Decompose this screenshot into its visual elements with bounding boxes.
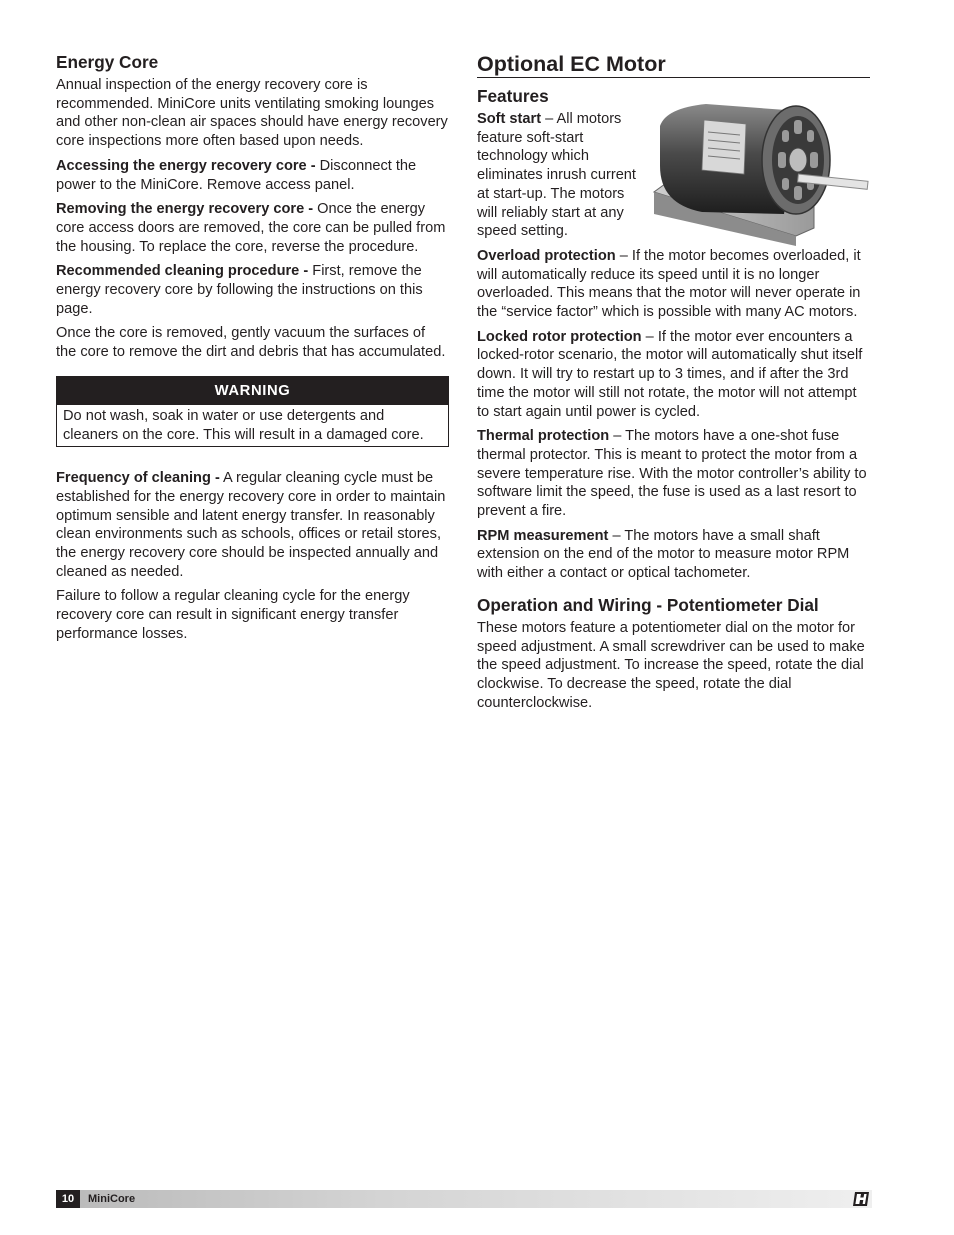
energy-core-intro: Annual inspection of the energy recovery core is recommended. MiniCore units ventilating smoking lounges and other non-clean air spaces should have energy recovery core inspections more often based upon needs. (56, 77, 448, 150)
frequency-label: Frequency of cleaning - (56, 470, 220, 487)
thermal-text: – The motors have a one-shot fuse thermal protector. This is meant to protect the motor from a severe temperature rise. With the motor controller’s ability to software limit the speed, the fuse is used as a last resort to prevent a fire. (477, 428, 867, 520)
operation-heading: Operation and Wiring - Potentiometer Dial (477, 594, 819, 615)
thermal-label: Thermal protection (477, 428, 610, 445)
locked-rotor-paragraph (477, 328, 870, 422)
rpm-text: – The motors have a small shaft extension on the end of the motor to measure motor RPM with either a contact or optical tachometer. (477, 527, 850, 582)
rpm-paragraph (477, 527, 870, 583)
page-footer (56, 1190, 872, 1208)
right-column (477, 52, 870, 718)
removing-paragraph (56, 200, 449, 256)
accessing-text: Disconnect the power to the MiniCore. Remove access panel. (56, 157, 417, 193)
rpm-label: RPM measurement (477, 527, 609, 544)
accessing-label: Accessing the energy recovery core - (56, 157, 316, 174)
cleaning-label: Recommended cleaning procedure - (56, 263, 309, 280)
warning-title: WARNING (57, 377, 448, 405)
accessing-paragraph (56, 157, 449, 194)
product-name: MiniCore (88, 1193, 136, 1205)
cleaning-text: First, remove the energy recovery core by following the instructions on this page. (56, 263, 423, 317)
frequency-text: A regular cleaning cycle must be established for the energy recovery core in order to maintain optimum sensible and latent energy transfer. In reasonably clean environments such as schools, offices or retail stores, the energy recovery core should be inspected annually and cleaned as needed. (56, 470, 446, 580)
operation-paragraph: These motors feature a potentiometer dial on the motor for speed adjustment. A small screwdriver can be used to make the speed adjustment. To increase the speed, rotate the dial clockwise. To decrease the speed, rotate the dial counterclockwise. (477, 619, 865, 711)
failure-paragraph: Failure to follow a regular cleaning cycle for the energy recovery core can result in significant energy transfer performance losses. (56, 588, 410, 642)
section-title: Optional EC Motor (477, 52, 870, 78)
removing-label: Removing the energy recovery core - (56, 201, 314, 218)
frequency-paragraph (56, 469, 449, 581)
cleaning-paragraph (56, 262, 449, 318)
overload-label: Overload protection (477, 247, 616, 264)
greenheck-logo-icon (852, 1191, 870, 1207)
features-block (477, 110, 870, 583)
vacuum-paragraph: Once the core is removed, gently vacuum the surfaces of the core to remove the dirt and debris that has accumulated. (56, 325, 446, 361)
removing-text: Once the energy core access doors are removed, the core can be pulled from the housing. To replace the core, reverse the procedure. (56, 201, 446, 255)
overload-text: – If the motor becomes overloaded, it will automatically reduce its speed until it is no longer overloaded. This means that the motor will never operate in the “service factor” which is possible with many AC motors. (477, 247, 861, 321)
thermal-paragraph (477, 427, 870, 521)
warning-text: Do not wash, soak in water or use detergents and cleaners on the core. This will result in a damaged core. (63, 407, 424, 443)
overload-paragraph (477, 247, 870, 322)
features-heading: Features (477, 86, 549, 106)
warning-box (56, 376, 449, 447)
left-column (56, 52, 449, 650)
page-number: 10 (56, 1190, 80, 1208)
locked-rotor-label: Locked rotor protection (477, 328, 642, 345)
soft-start-label: Soft start (477, 111, 542, 127)
soft-start-text: – All motors feature soft-start technology which eliminates inrush current at start-up. The motors will reliably start at any speed setting. (477, 111, 636, 240)
locked-rotor-text: – If the motor ever encounters a locked-rotor scenario, the motor will automatically shut itself down. It will try to restart up to 3 times, and if after the 3rd time the motor will still not rotate, the motor will not attempt to start again until power is cycled. (477, 328, 863, 420)
energy-core-heading: Energy Core (56, 52, 159, 72)
motor-image (646, 96, 876, 246)
